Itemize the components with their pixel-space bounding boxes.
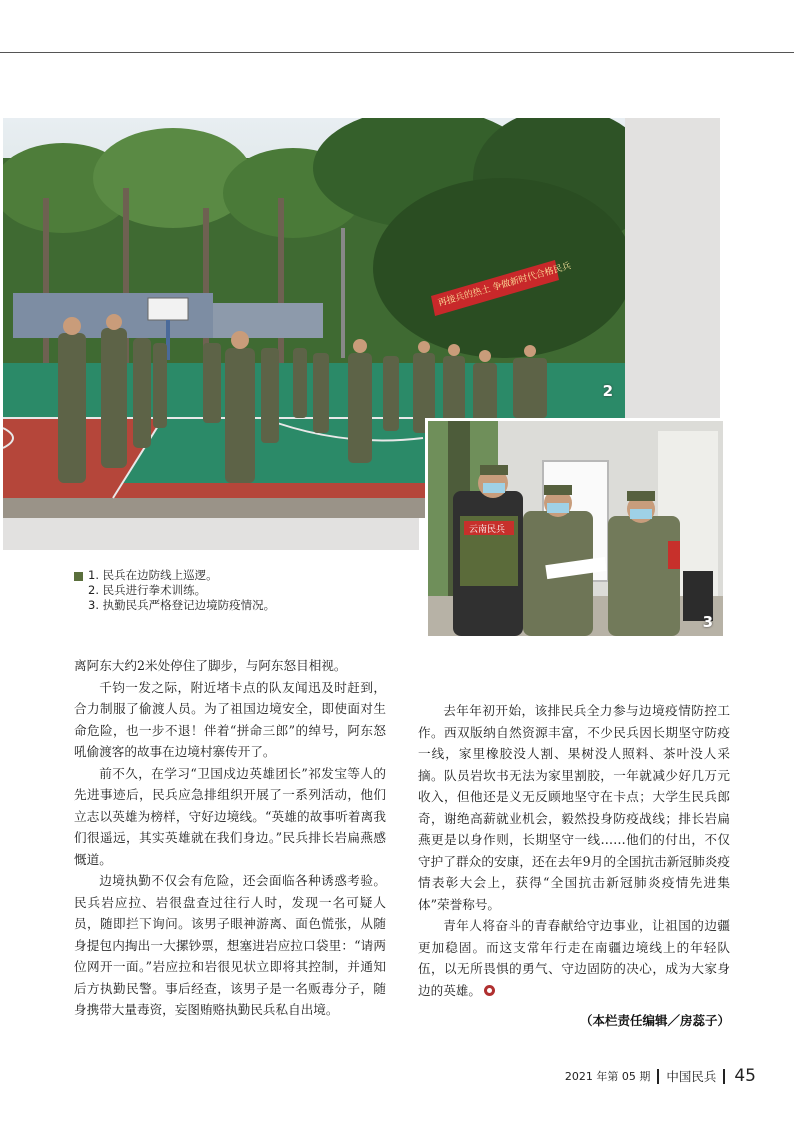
page-number: 45: [734, 1066, 756, 1086]
banner-text: 再接兵的热土 争做新时代合格民兵: [437, 261, 573, 309]
right-paragraph-1: 去年年初开始，该排民兵全力参与边境疫情防控工作。西双版纳自然资源丰富，不少民兵因长期坚守防疫一线，家里橡胶没人割、果树没人照料、茶叶没人采摘。队员岩坎书无法为家里割胶，一年就减少好几万元收入，但他还是义无反顾地坚守在卡点；大学生民兵郎奇，谢绝高薪就业机会，毅然投身防疫战线；排长岩扁燕更是以身作则，长期坚守一线……他们的付出，不仅守护了群众的安康，还在去年9月的全国抗击新冠肺炎疫情表彰大会上，获得“全国抗击新冠肺炎疫情先进集体”荣誉称号。: [418, 703, 730, 912]
top-rule: [0, 52, 794, 53]
left-paragraph-3: 前不久，在学习“卫国戍边英雄团长”祁发宝等人的先进事迹后，民兵应急排组织开展了一系列活动，他们立志以英雄为榜样，守好边境线。“英雄的故事听着离我们很遥远，其实英雄就在我们身边。”民兵排长岩扁燕感慨道。: [74, 765, 386, 867]
footer-divider: [723, 1069, 725, 1084]
footer-magazine: 中国民兵: [666, 1069, 717, 1084]
footer-issue: 2021 年第 05 期: [564, 1070, 651, 1083]
checkpoint-scene: [428, 421, 723, 636]
page-footer: [565, 1066, 756, 1086]
caption-3: 3. 执勤民兵严格登记边境防疫情况。: [88, 598, 276, 612]
photo-number-3: 3: [702, 613, 713, 631]
caption-1: 1. 民兵在边防线上巡逻。: [88, 568, 218, 582]
vest-text: 云南民兵: [469, 525, 506, 535]
right-paragraph-2: [418, 915, 730, 1001]
article-left-column: [74, 655, 386, 1021]
editor-credit: （本栏责任编辑／房蕊子）: [579, 1013, 730, 1028]
caption-marker: [74, 572, 83, 581]
photo-number-2: 2: [602, 382, 613, 400]
caption-2: 2. 民兵进行拳术训练。: [88, 583, 207, 597]
left-paragraph-2: 千钧一发之际，附近堵卡点的队友闻迅及时赶到，合力制服了偷渡人员。为了祖国边境安全，即使面对生命危险，也一步不退！伴着“拼命三郎”的绰号，阿东怒吼偷渡客的故事在边境村寨传开了。: [74, 679, 386, 759]
right-paragraph-2-text: 青年人将奋斗的青春献给守边事业，让祖国的边疆更加稳固。而这支常年行走在南疆边境线上的年轻队伍，以无所畏惧的勇气、守边固防的决心，成为大家身边的英雄。: [418, 918, 730, 998]
left-paragraph-1: 离阿东大约2米处停住了脚步，与阿东怒目相视。: [74, 658, 347, 673]
article-right-column: [418, 700, 730, 1001]
footer-divider: [657, 1069, 659, 1084]
photo-backdrop-bottom: [3, 518, 419, 550]
photo-backdrop-right: [625, 118, 720, 418]
photo-captions: [74, 568, 404, 613]
left-paragraph-4: 边境执勤不仅会有危险，还会面临各种诱惑考验。民兵岩应拉、岩很盘查过往行人时，发现一名可疑人员，随即拦下询问。该男子眼神游离、面色慌张，从随身提包内掏出一大摞钞票，想塞进岩应拉口袋里：“请两位网开一面。”岩应拉和岩很见状立即将其控制，并通知后方执勤民警。事后经查，该男子是一名贩毒分子，随身携带大量毒资，妄图贿赂执勤民兵私自出境。: [74, 873, 386, 1017]
end-of-article-icon: [484, 985, 495, 996]
photo-epidemic-check: [425, 418, 723, 636]
